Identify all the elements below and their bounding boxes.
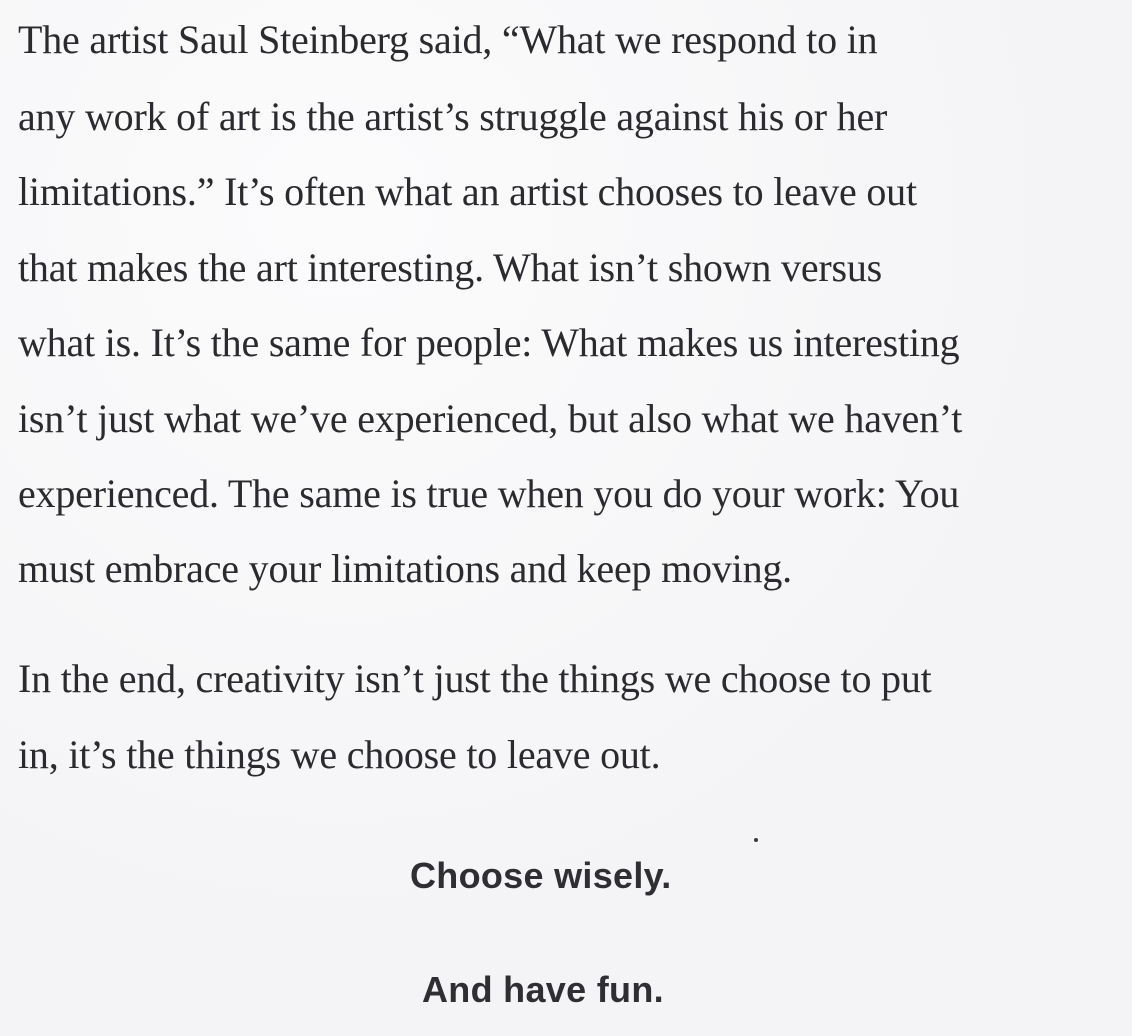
paragraph-1-line: that makes the art interesting. What isn’t shown versus [18,245,883,290]
paragraph-1-line: must embrace your limitations and keep moving. [18,546,792,591]
paragraph-1-line: any work of art is the artist’s struggle against his or her [18,94,888,139]
book-page [18,0,1128,1036]
paragraph-1-line: what is. It’s the same for people: What makes us interesting [18,320,960,365]
paragraph-1-line: experienced. The same is true when you do your work: You [18,471,960,516]
closing-line-have-fun: And have fun. [422,969,664,1010]
print-speck [754,838,758,842]
paragraph-1-line: limitations.” It’s often what an artist chooses to leave out [18,169,917,214]
paragraph-1-line: The artist Saul Steinberg said, “What we respond to in [18,17,878,62]
paragraph-2-line: In the end, creativity isn’t just the things we choose to put [18,656,932,701]
paragraph-2-line: in, it’s the things we choose to leave out. [18,732,661,777]
closing-line-choose-wisely: Choose wisely. [410,855,672,896]
paragraph-1-line: isn’t just what we’ve experienced, but also what we haven’t [18,396,963,441]
